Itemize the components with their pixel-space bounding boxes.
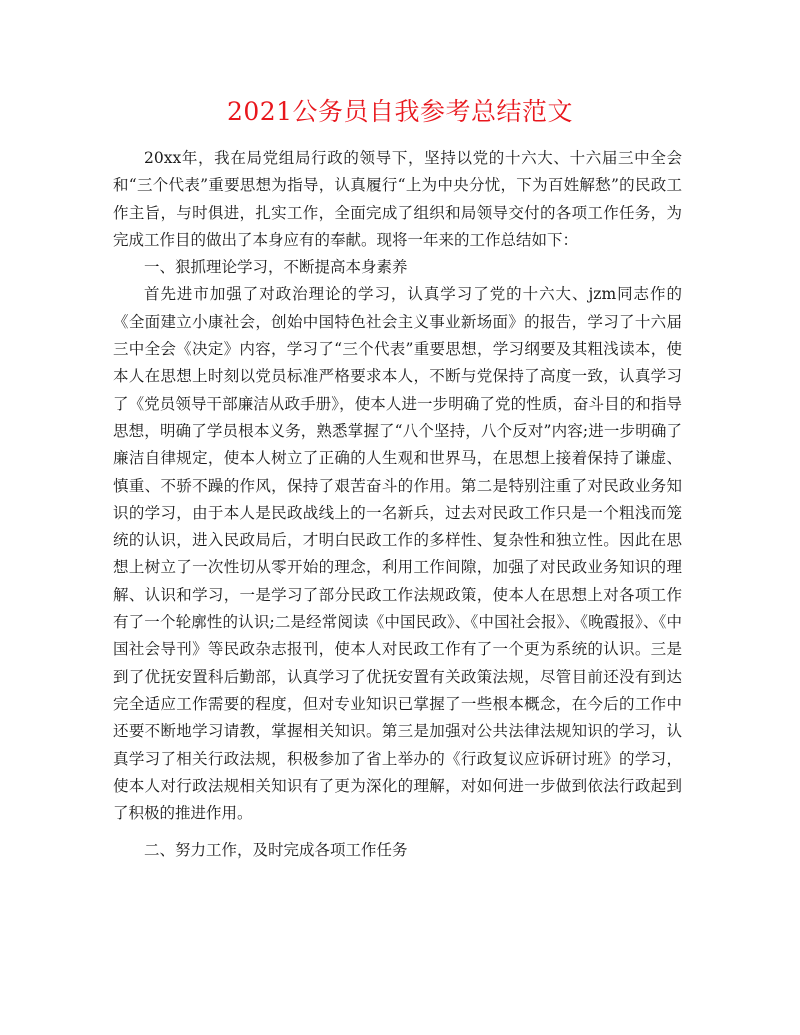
section-1-paragraph: 首先进市加强了对政治理论的学习，认真学习了党的十六大、jzm同志作的《全面建立小康社会，创始中国特色社会主义事业新场面》的报告，学习了十六届三中全会《决定》内容，学习了“三个代表”重要思想，学习纲要及其粗浅读本，使本人在思想上时刻以党员标准严格要求本人，不断与党保持了高度一致，认真学习了《党员领导干部廉洁从政手册》，使本人进一步明确了党的性质，奋斗目的和指导思想，明确了学员根本义务，熟悉掌握了“八个坚持，八个反对”内容;进一步明确了廉洁自律规定，使本人树立了正确的人生观和世界马，在思想上接着保持了谦虚、慎重、不骄不躁的作风，保持了艰苦奋斗的作用。第二是特别注重了对民政业务知识的学习，由于本人是民政战线上的一名新兵，过去对民政工作只是一个粗浅而笼统的认识，进入民政局后，才明白民政工作的多样性、复杂性和独立性。因此在思想上树立了一次性切从零开始的理念，利用工作间隙，加强了对民政业务知识的理解、认识和学习，一是学习了部分民政工作法规政策，使本人在思想上对各项工作有了一个轮廓性的认识;二是经常阅读《中国民政》、《中国社会报》、《晚霞报》、《中国社会导刊》等民政杂志报刊，使本人对民政工作有了一个更为系统的认识。三是到了优抚安置科后勤部，认真学习了优抚安置有关政策法规，尽管目前还没有到达完全适应工作需要的程度，但对专业知识已掌握了一些根本概念，在今后的工作中还要不断地学习请教，掌握相关知识。第三是加强对公共法律法规知识的学习，认真学习了相关行政法规，积极参加了省上举办的《行政复议应诉研讨班》的学习，使本人对行政法规相关知识有了更为深化的理解，对如何进一步做到依法行政起到了积极的推进作用。 — [113, 285, 682, 823]
paragraph-gap — [113, 827, 682, 837]
intro-paragraph: 20xx年，我在局党组局行政的领导下，坚持以党的十六大、十六届三中全会和“三个代表”重要思想为指导，认真履行“上为中央分忧，下为百姓解愁”的民政工作主旨，与时俱进，扎实工作，全面完成了组织和局领导交付的各项工作任务，为完成工作目的做出了本身应有的奉献。现将一年来的工作总结如下： — [113, 149, 682, 249]
section-heading-1: 一、狠抓理论学习，不断提高本身素养 — [144, 258, 408, 277]
section-heading-2: 二、努力工作，及时完成各项工作任务 — [144, 841, 408, 860]
document-body — [113, 145, 682, 865]
page-title: 2021公务员自我参考总结范文 — [226, 97, 574, 126]
